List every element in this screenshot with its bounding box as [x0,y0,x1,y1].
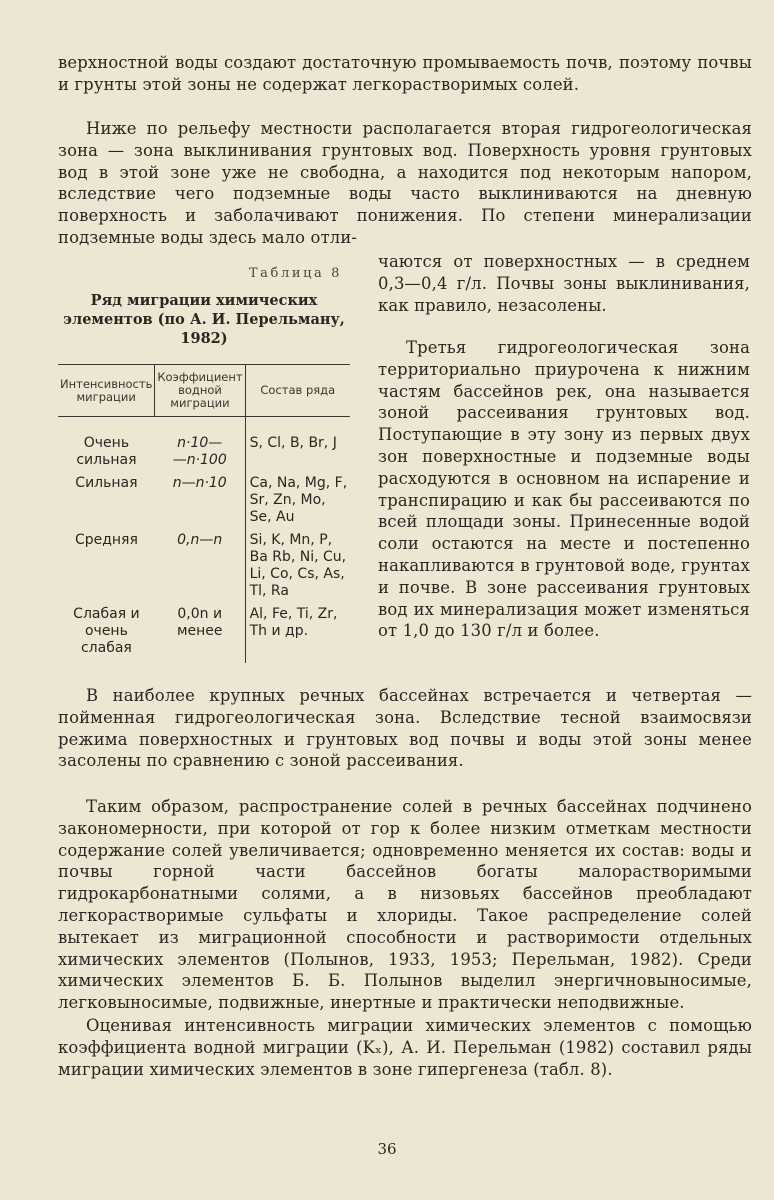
cell-coefficient: n—n·10 [155,475,245,532]
header-coefficient: Коэффициент водной миграции [155,365,245,417]
paragraph-3: чаются от поверхностных — в среднем 0,3—0,4 г/л. Почвы зоны выклинивания, как правило, незасолены. [378,252,750,315]
cell-coefficient: 0,n—n [155,532,245,606]
cell-coefficient: n·10— —n·100 [155,417,245,476]
table-row [58,417,350,476]
paragraph-5 [58,685,752,772]
migration-table [58,364,350,663]
table-caption: Ряд миграции химических элементов (по А. И. Перельману, 1982) [63,292,345,347]
paragraph-1: верхностной воды создают достаточную промываемость почв, поэтому почвы и грунты этой зоны не содержат легкорастворимых солей. [58,53,752,94]
cell-elements: Al, Fe, Ti, Zr, Th и др. [249,606,338,639]
page-number: 36 [377,1140,397,1158]
paragraph-7 [58,1015,752,1080]
paragraph-5-text: В наиболее крупных речных бассейнах встречается и четвертая — пойменная гидрогеологическая зона. Вследствие тесной взаимосвязи режима поверхностных и грунтовых вод почвы и воды этой зоны менее засолены по сравнению с зоной рассеивания. [58,686,752,771]
paragraph-7-text: Оценивая интенсивность миграции химических элементов с помощью коэффициента водной миграции (Kₓ), А. И. Перельман (1982) составил ряды миграции химических элементов в зоне гипергенеза (табл. 8). [58,1016,752,1079]
table-row [58,475,350,532]
cell-intensity: Очень сильная [76,435,137,468]
cell-elements: Ca, Na, Mg, F, Sr, Zn, Mo, Se, Au [249,475,348,525]
cell-elements: Si, K, Mn, P, Ba Rb, Ni, Cu, Li, Co, Cs, As, Tl, Ra [249,532,347,599]
header-composition: Состав ряда [245,365,350,417]
paragraph-6 [58,796,752,1014]
paragraph-4-text: Третья гидрогеологическая зона территориально приурочена к нижним частям бассейнов рек, она называется зоной рассеивания грунтовых вод. Поступающие в эту зону из первых двух зон поверхностные и подземные воды расходуются в основном на испарение и транспирацию и как бы рассеиваются по всей площади зоны. Принесенные водой соли остаются на месте и постепенно накапливаются в грунтовой воде, грунтах и почве. В зоне рассеивания грунтовых вод их минерализация может изменяться от 1,0 до 130 г/л и более. [378,338,750,641]
header-intensity: Интенсивность миграции [58,365,155,417]
paragraph-4 [378,337,750,642]
paragraph-6-text: Таким образом, распространение солей в речных бассейнах подчинено закономерности, при которой от гор к более низким отметкам местности содержание солей увеличивается; одновременно меняется их состав: воды и почвы горной части бассейнов богаты малорастворимыми гидрокарбонатными солями, а в низовьях бассейнов преобладают легкорастворимые сульфаты и хлориды. Такое распределение солей вытекает из миграционной способности и растворимости отдельных химических элементов (Полынов, 1933, 1953; Перельман, 1982). Среди химических элементов Б. Б. Полынов выделил энергичновыносимые, легковыносимые, подвижные, инертные и практически неподвижные. [58,797,752,1013]
cell-intensity: Слабая и очень слабая [73,606,140,656]
paragraph-2-text: Ниже по рельефу местности располагается вторая гидрогеологическая зона — зона выклинивания грунтовых вод. Поверхность уровня грунтовых вод в этой зоне уже не свободна, а находится под некоторым напором, вследствие чего подземные воды часто выклиниваются на дневную поверхность и заболачивают понижения. По степени минерализации подземные воды здесь мало отли- [58,119,752,247]
table-label: Таблица 8 [248,266,342,281]
paragraph-2 [58,118,752,249]
cell-elements: S, Cl, B, Br, J [249,435,337,451]
table-8 [58,266,350,663]
table-row [58,606,350,663]
table-row [58,532,350,606]
cell-intensity: Сильная [75,475,138,491]
cell-intensity: Средняя [74,532,138,548]
cell-coefficient: 0,0n и менее [155,606,245,663]
